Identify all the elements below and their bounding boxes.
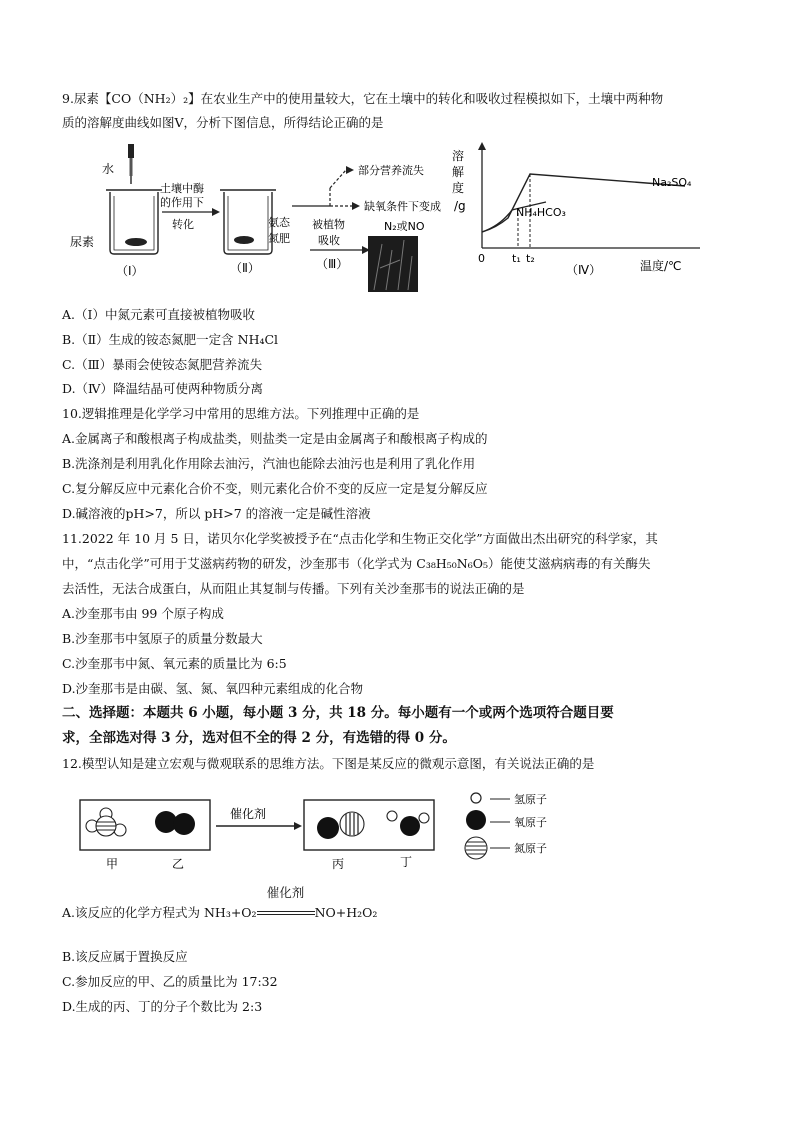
legend-o-label: 氧原子	[514, 816, 547, 829]
arrow1-text-2: 的作用下	[160, 196, 204, 209]
solubility-chart	[440, 140, 740, 300]
branch-lines	[330, 170, 352, 206]
legend-o-icon	[466, 810, 486, 830]
molecule-h2o	[387, 811, 429, 836]
fertilizer-sample	[234, 236, 254, 244]
legend-n-icon	[465, 837, 487, 859]
q9-stem-line1: 9.尿素【CO（NH₂）₂】在农业生产中的使用量较大，它在土壤中的转化和吸收过程模拟如下，土壤中两种物	[62, 91, 664, 106]
q10-option-d: D.碱溶液的pH>7，所以 pH>7 的溶液一定是碱性溶液	[62, 506, 371, 521]
fig-label-II: （Ⅱ）	[230, 261, 260, 275]
q11-option-a: A.沙奎那韦由 99 个原子构成	[62, 606, 224, 621]
legend-h-icon	[471, 793, 481, 803]
label-yi: 乙	[172, 857, 185, 871]
t2-label: t₂	[526, 252, 535, 265]
absorb-text-1: 被植物	[312, 218, 345, 231]
nitro-text-1: 氨态	[268, 216, 290, 229]
arrow1-text-3: 转化	[172, 218, 194, 231]
q11-option-d: D.沙奎那韦是由碳、氢、氮、氧四种元素组成的化合物	[62, 681, 364, 696]
q9-option-a: A.（Ⅰ）中氮元素可直接被植物吸收	[62, 307, 255, 322]
nitro-text-2: 氮肥	[268, 232, 290, 245]
branch2-text: 缺氧条件下变成	[364, 200, 441, 213]
q12-option-a-pre: A.该反应的化学方程式为 NH₃+O₂	[62, 905, 257, 920]
y-axis-char-3: 度	[452, 181, 465, 195]
q12-stem: 12.模型认知是建立宏观与微观联系的思维方法。下图是某反应的微观示意图，有关说法正确的是	[62, 756, 595, 771]
fig-label-IV: （Ⅳ）	[566, 263, 602, 277]
section2-line1: 二、选择题：本题共 6 小题，每小题 3 分，共 18 分。每小题有一个或两个选项符合题目要	[62, 705, 614, 721]
urea-sample	[125, 238, 147, 246]
catalyst-label: 催化剂	[230, 807, 267, 821]
branch2b-text: N₂或NO	[384, 220, 425, 233]
label-jia: 甲	[106, 857, 119, 871]
q9-stem-line2: 质的溶解度曲线如图Ⅴ，分析下图信息，所得结论正确的是	[62, 115, 384, 130]
q9-option-b: B.（Ⅱ）生成的铵态氮肥一定含 NH₄Cl	[62, 332, 279, 347]
q12-option-d: D.生成的丙、丁的分子个数比为 2:3	[62, 999, 263, 1014]
dropper-icon	[128, 144, 134, 184]
legend-n-label: 氮原子	[514, 842, 547, 855]
section2-line2: 求，全部选对得 3 分，选对但不全的得 2 分，有选错的得 0 分。	[62, 730, 456, 746]
y-axis-char-2: 解	[452, 165, 465, 179]
equation-catalyst: 催化剂	[266, 885, 305, 900]
label-ding: 丁	[400, 855, 413, 869]
q11-option-b: B.沙奎那韦中氢原子的质量分数最大	[62, 631, 263, 646]
curve1-label: Na₂SO₄	[652, 176, 692, 189]
q12-option-a	[62, 885, 378, 921]
q10-option-c: C.复分解反应中元素化合价不变，则元素化合价不变的反应一定是复分解反应	[62, 481, 488, 496]
fig-label-I: （Ⅰ）	[116, 264, 144, 278]
q12-option-c: C.参加反应的甲、乙的质量比为 17:32	[62, 974, 278, 989]
q9-option-d: D.（Ⅳ）降温结晶可使两种物质分离	[62, 381, 264, 396]
absorb-text-2: 吸收	[318, 234, 340, 247]
q12-option-b: B.该反应属于置换反应	[62, 949, 188, 964]
molecule-o2	[155, 811, 195, 835]
urea-label: 尿素	[70, 235, 95, 249]
q11-stem-line1: 11.2022 年 10 月 5 日，诺贝尔化学奖被授予在“点击化学和生物正交化学”方面做出杰出研究的科学家，其	[62, 531, 658, 546]
x-axis-label: 温度/℃	[640, 259, 682, 273]
q12-option-a-post: NO+H₂O₂	[314, 905, 378, 920]
q10-option-a: A.金属离子和酸根离子构成盐类，则盐类一定是由金属离子和酸根离子构成的	[62, 431, 488, 446]
label-bing: 丙	[332, 857, 345, 871]
molecule-no	[317, 812, 364, 839]
arrow1-text-1: 土壤中酶	[160, 182, 204, 195]
equation-arrow	[257, 911, 315, 915]
water-label: 水	[102, 162, 115, 176]
q10-stem: 10.逻辑推理是化学学习中常用的思维方法。下列推理中正确的是	[62, 406, 420, 421]
curve2-label: NH₄HCO₃	[516, 206, 566, 219]
legend-h-label: 氢原子	[514, 793, 547, 806]
q11-stem-line3: 去活性，无法合成蛋白，从而阻止其复制与传播。下列有关沙奎那韦的说法正确的是	[62, 581, 525, 596]
t1-label: t₁	[512, 252, 521, 265]
y-axis-char-4: /g	[454, 199, 466, 213]
q9-option-c: C.（Ⅲ）暴雨会使铵态氮肥营养流失	[62, 357, 263, 372]
q11-stem-line2: 中，“点击化学”可用于艾滋病药物的研发，沙奎那韦（化学式为 C₃₈H₅₀N₆O₅）能使艾滋病病毒的有关酶失	[62, 556, 651, 571]
q10-option-b: B.洗涤剂是利用乳化作用除去油污，汽油也能除去油污也是利用了乳化作用	[62, 456, 476, 471]
molecule-nh3	[86, 808, 126, 836]
legend	[465, 792, 547, 859]
q12-reaction-diagram	[70, 786, 630, 874]
origin-label: 0	[478, 252, 485, 265]
y-axis-char-1: 溶	[452, 149, 465, 163]
fig-label-III: （Ⅲ）	[316, 257, 349, 271]
branch1-text: 部分营养流失	[358, 164, 424, 177]
q11-option-c: C.沙奎那韦中氮、氧元素的质量比为 6:5	[62, 656, 287, 671]
